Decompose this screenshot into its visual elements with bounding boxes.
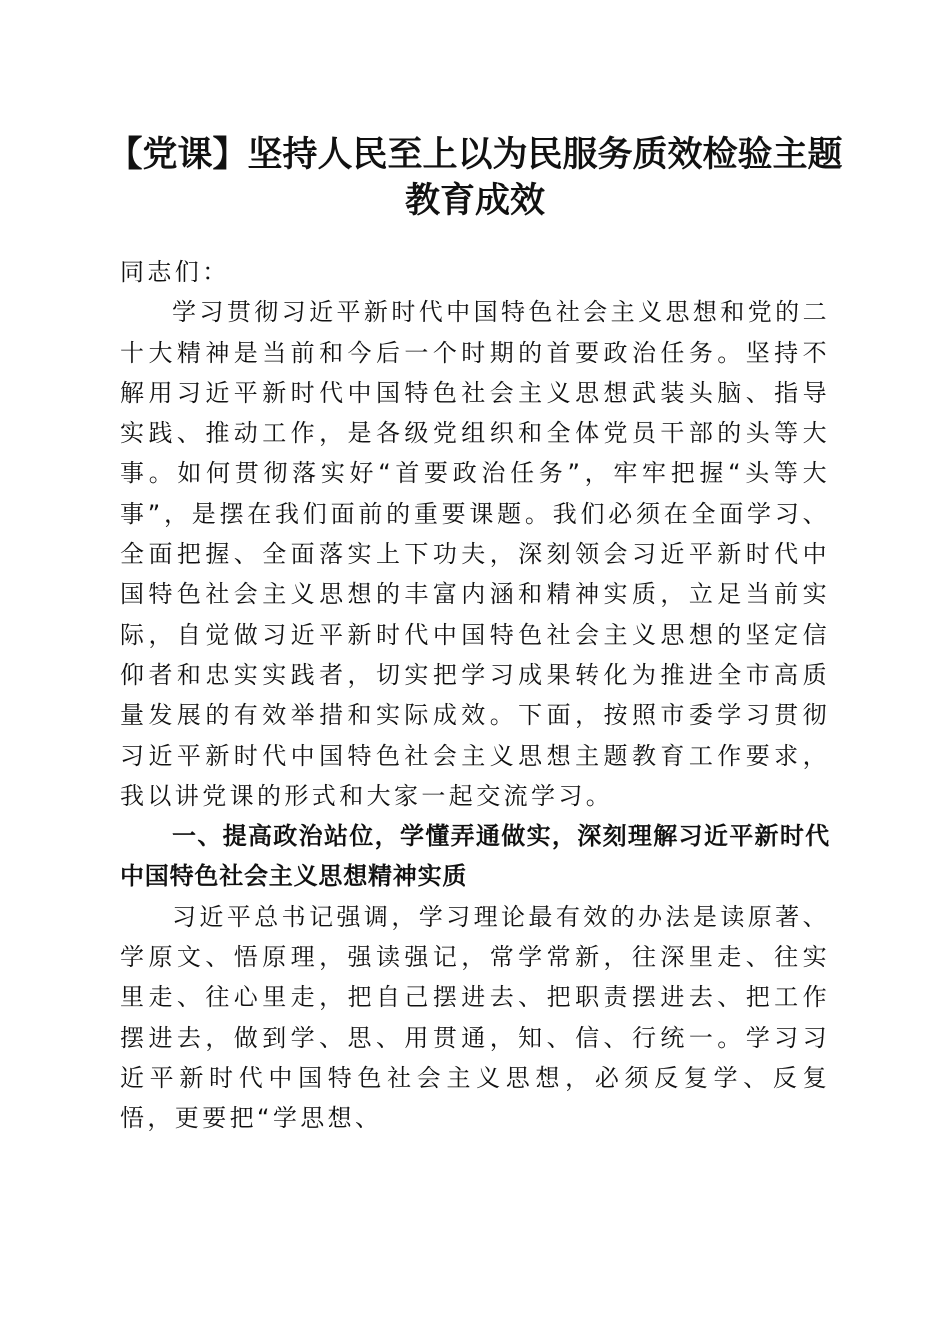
- salutation: 同志们：: [120, 258, 230, 286]
- intro-paragraph: 学习贯彻习近平新时代中国特色社会主义思想和党的二十大精神是当前和今后一个时期的首要政治任务。坚持不解用习近平新时代中国特色社会主义思想武装头脑、指导实践、推动工作，是各级党组织和全体党员干部的头等大事。如何贯彻落实好“首要政治任务”，牢牢把握“头等大事”，是摆在我们面前的重要课题。我们必须在全面学习、全面把握、全面落实上下功夫，深刻领会习近平新时代中国特色社会主义思想的丰富内涵和精神实质，立足当前实际，自觉做习近平新时代中国特色社会主义思想的坚定信仰者和忠实实践者，切实把学习成果转化为推进全市高质量发展的有效举措和实际成效。下面，按照市委学习贯彻习近平新时代中国特色社会主义思想主题教育工作要求，我以讲党课的形式和大家一起交流学习。: [120, 298, 830, 810]
- section-paragraph: 习近平总书记强调，学习理论最有效的办法是读原著、学原文、悟原理，强读强记，常学常新，往深里走、往实里走、往心里走，把自己摆进去、把职责摆进去、把工作摆进去，做到学、思、用贯通，知、信、行统一。学习习近平新时代中国特色社会主义思想，必须反复学、反复悟，更要把“学思想、: [120, 902, 830, 1133]
- document-title: 【党课】坚持人民至上以为民服务质效检验主题教育成效: [107, 134, 843, 221]
- section-heading: 一、提高政治站位，学懂弄通做实，深刻理解习近平新时代中国特色社会主义思想精神实质: [120, 822, 830, 891]
- document-body: [120, 252, 830, 1139]
